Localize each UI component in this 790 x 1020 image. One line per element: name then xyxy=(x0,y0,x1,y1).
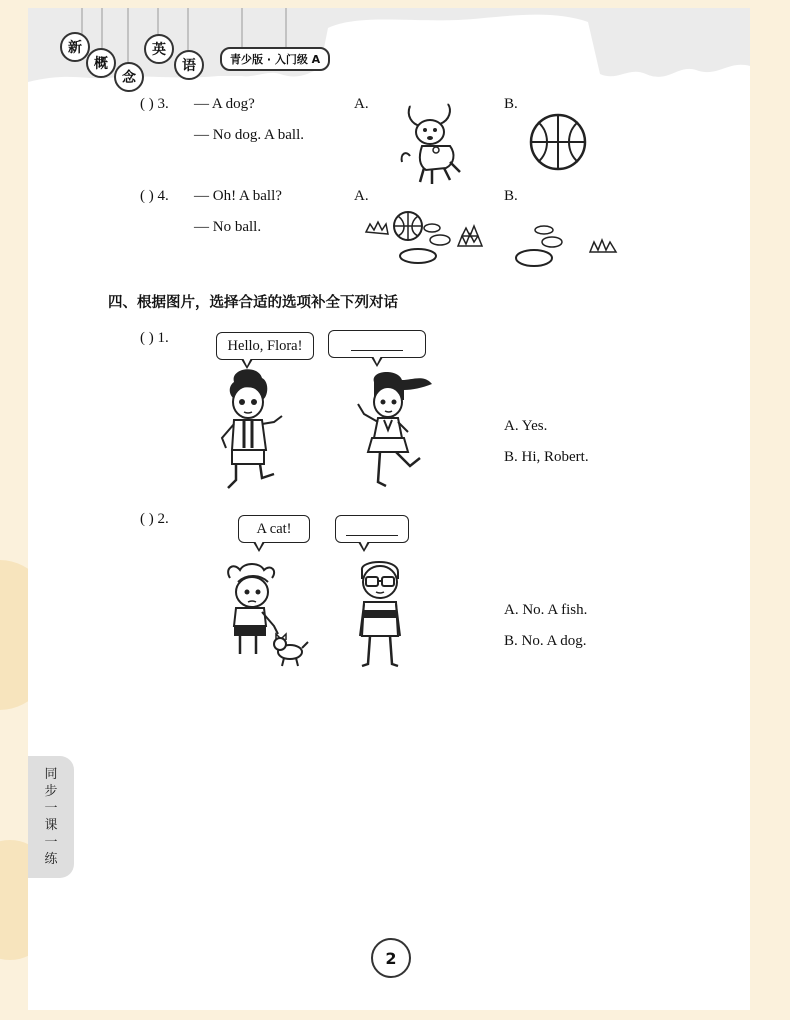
title-char-2: 概 xyxy=(86,48,116,78)
side-tab-char: 一 xyxy=(44,801,58,816)
item-1-prefix: ( ) 1. xyxy=(140,330,169,346)
answer-blank xyxy=(351,338,403,351)
side-tab-char: 课 xyxy=(44,818,58,833)
side-tab xyxy=(28,756,74,878)
boy-robert-icon xyxy=(214,368,286,494)
empty-grass-icon xyxy=(498,222,622,270)
question-4-line1: — Oh! A ball? xyxy=(194,188,282,204)
speech-bubble-left-2 xyxy=(238,515,310,543)
question-3-option-a: A. xyxy=(354,96,369,112)
title-char-4: 英 xyxy=(144,34,174,64)
title-char-5: 语 xyxy=(174,50,204,80)
item-1-option-a: A. Yes. xyxy=(504,418,548,434)
title-char-3: 念 xyxy=(114,62,144,92)
workbook-page xyxy=(28,8,750,1010)
basketball-icon xyxy=(528,112,588,172)
series-label: 青少版 · 入门级 A xyxy=(220,47,330,71)
speech-bubble-text: Hello, Flora! xyxy=(227,337,303,354)
speech-bubble-left-1 xyxy=(216,332,314,360)
girl-flora-icon xyxy=(352,370,434,490)
speech-bubble-text: A cat! xyxy=(256,520,292,537)
question-3-line1: — A dog? xyxy=(194,96,255,112)
ball-on-grass-icon xyxy=(364,208,488,270)
question-3-prefix: ( ) 3. xyxy=(140,96,169,112)
question-3-line2: — No dog. A ball. xyxy=(194,127,305,143)
item-1-option-b: B. Hi, Robert. xyxy=(504,449,589,465)
title-char-1: 新 xyxy=(60,32,90,62)
question-3-option-b: B. xyxy=(504,96,518,112)
question-4-line2: — No ball. xyxy=(194,219,262,235)
side-tab-char: 同 xyxy=(44,767,58,782)
side-tab-char: 一 xyxy=(44,835,58,850)
item-2-option-a: A. No. A fish. xyxy=(504,602,588,618)
page-number: 2 xyxy=(371,938,411,978)
answer-blank xyxy=(346,523,398,536)
section-4-title: 四、根据图片，选择合适的选项补全下列对话 xyxy=(108,295,398,311)
girl-with-cat-icon xyxy=(218,562,302,668)
question-4-option-b: B. xyxy=(504,188,518,204)
item-2-option-b: B. No. A dog. xyxy=(504,633,587,649)
speech-bubble-answer-1 xyxy=(328,330,426,358)
boy-with-glasses-icon xyxy=(350,560,410,670)
speech-bubble-answer-2 xyxy=(335,515,409,543)
side-tab-char: 练 xyxy=(44,852,58,867)
item-2-prefix: ( ) 2. xyxy=(140,511,169,527)
question-4-option-a: A. xyxy=(354,188,369,204)
dog-icon xyxy=(396,102,472,186)
side-tab-char: 步 xyxy=(44,784,58,799)
question-4-prefix: ( ) 4. xyxy=(140,188,169,204)
